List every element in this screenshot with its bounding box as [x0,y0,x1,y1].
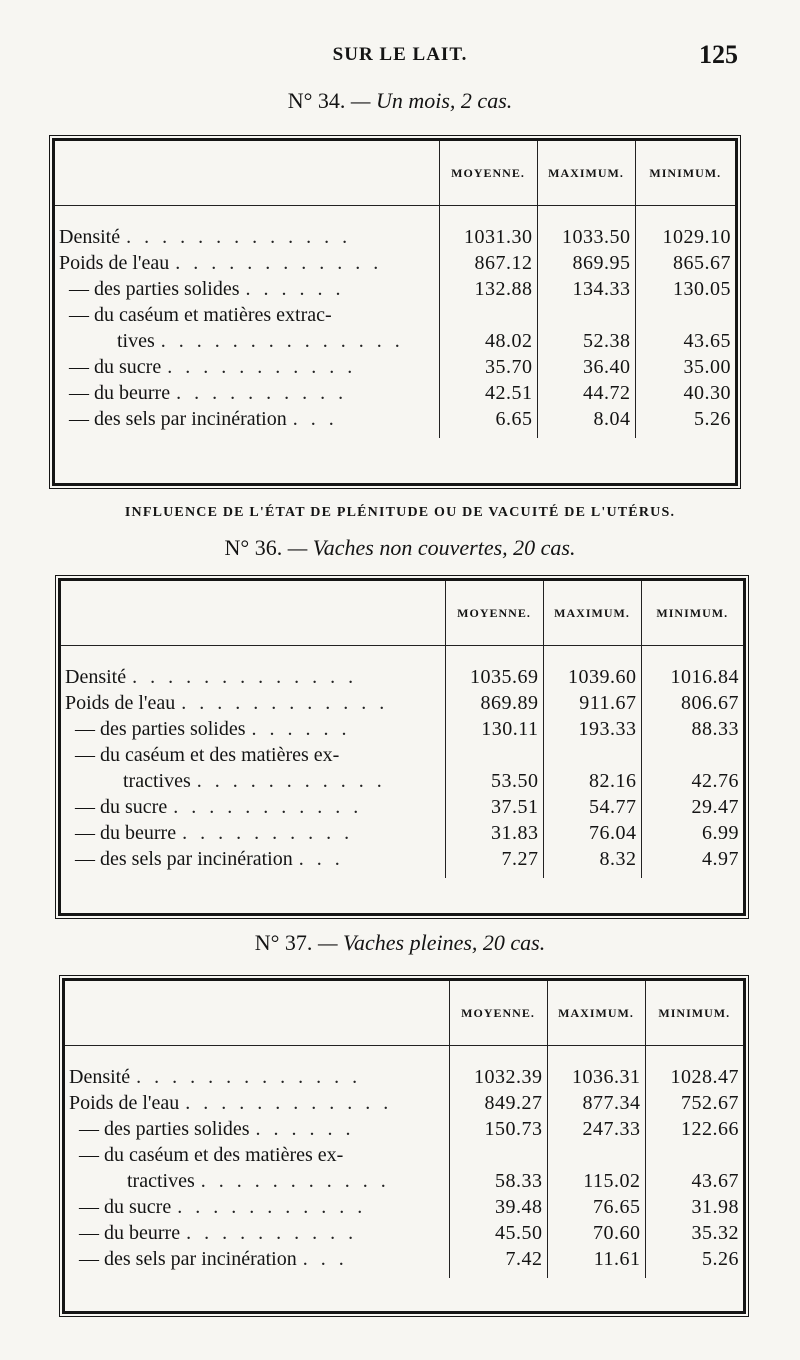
caption-text: — Vaches non couvertes, 20 cas. [287,535,576,560]
row-label: — du beurre [75,822,177,844]
value-cell-maximum: 134.33 [537,276,635,302]
value-cell-maximum: 52.38 [537,328,635,354]
leader-dots: . . . . . . . . . . . . [175,252,383,274]
table-row [65,1064,743,1090]
spacer-cell [65,1046,449,1065]
row-label-cell [65,1142,449,1168]
value-cell-minimum: 42.76 [641,768,743,794]
row-label: Densité [65,666,127,688]
value-cell-moyenne: 132.88 [439,276,537,302]
table-body [65,1046,743,1279]
row-label-cell [55,380,439,406]
value-cell-moyenne: 53.50 [445,768,543,794]
value-cell-minimum: 130.05 [635,276,735,302]
leader-dots: . . . . . . . . . . . . . [136,1066,362,1088]
table-row [65,1116,743,1142]
leader-dots: . . . . . . . . . . . [196,770,386,792]
table-34-caption [0,88,800,114]
data-table [55,141,735,438]
page-number: 125 [699,40,738,69]
spacer-cell [445,646,543,665]
table-36 [58,578,746,916]
row-label-cell [65,1090,449,1116]
row-label: — des parties solides [79,1118,250,1140]
value-cell-moyenne: 150.73 [449,1116,547,1142]
row-label: — du caséum et matières extrac- [69,304,332,326]
value-cell-moyenne: 130.11 [445,716,543,742]
value-cell-maximum: 36.40 [537,354,635,380]
value-cell-moyenne: 849.27 [449,1090,547,1116]
caption-text: — Vaches pleines, 20 cas. [317,930,546,955]
label-column-header [55,141,439,206]
value-cell-moyenne: 45.50 [449,1220,547,1246]
table-row [65,1194,743,1220]
table-row [55,276,735,302]
row-label-cell [55,224,439,250]
table-row [61,690,743,716]
table-row [55,250,735,276]
leader-dots: . . . . . . . . . . . [167,356,357,378]
value-cell-minimum: 5.26 [635,406,735,438]
value-cell-minimum: 6.99 [641,820,743,846]
column-header-minimum: MINIMUM. [641,581,743,646]
value-cell-minimum: 88.33 [641,716,743,742]
running-title: SUR LE LAIT. [332,44,468,65]
leader-dots: . . . . . . . . . . . . . . [160,330,404,352]
value-cell-moyenne: 867.12 [439,250,537,276]
leader-dots: . . . [302,1248,348,1270]
leader-dots: . . . . . . . . . . [186,1222,358,1244]
row-label: — des sels par incinération [79,1248,297,1270]
row-label-cell [61,690,445,716]
table-row [65,1090,743,1116]
value-cell-minimum: 5.26 [645,1246,743,1278]
value-cell-minimum: 43.65 [635,328,735,354]
value-cell-moyenne: 1035.69 [445,664,543,690]
spacer-row [55,206,735,225]
value-cell-moyenne: 1031.30 [439,224,537,250]
data-table [61,581,743,878]
value-cell-maximum: 911.67 [543,690,641,716]
table-row [65,1246,743,1278]
table-row [61,768,743,794]
table-row [61,820,743,846]
value-cell-moyenne: 6.65 [439,406,537,438]
value-cell-maximum: 76.04 [543,820,641,846]
value-cell-moyenne [449,1142,547,1168]
spacer-row [65,1046,743,1065]
caption-number: N° 34. [287,88,346,113]
column-header-moyenne: MOYENNE. [449,981,547,1046]
value-cell-maximum: 70.60 [547,1220,645,1246]
leader-dots: . . . . . . . . . . . . . [132,666,358,688]
spacer-cell [547,1046,645,1065]
value-cell-moyenne: 869.89 [445,690,543,716]
row-label-cell [65,1168,449,1194]
value-cell-maximum: 247.33 [547,1116,645,1142]
spacer-cell [537,206,635,225]
leader-dots: . . . . . . . . . . . [200,1170,390,1192]
value-cell-moyenne: 42.51 [439,380,537,406]
leader-dots: . . . . . . . . . . . [177,1196,367,1218]
spacer-cell [635,206,735,225]
leader-dots: . . . . . . . . . . [182,822,354,844]
value-cell-minimum: 1016.84 [641,664,743,690]
spacer-row [61,646,743,665]
value-cell-maximum [537,302,635,328]
row-label-cell [61,716,445,742]
row-label-cell [55,250,439,276]
table-36-caption [0,535,800,561]
value-cell-moyenne: 37.51 [445,794,543,820]
row-label-cell [65,1116,449,1142]
label-column-header [65,981,449,1046]
page-header [0,40,800,80]
value-cell-minimum: 865.67 [635,250,735,276]
table-row [61,846,743,878]
row-label: — des parties solides [69,278,240,300]
table-row [61,742,743,768]
value-cell-moyenne [439,302,537,328]
value-cell-moyenne: 31.83 [445,820,543,846]
row-label-cell [55,276,439,302]
row-label: tives [117,330,155,352]
row-label: — du beurre [69,382,171,404]
value-cell-minimum: 35.32 [645,1220,743,1246]
value-cell-maximum: 11.61 [547,1246,645,1278]
leader-dots: . . . . . . [245,278,345,300]
value-cell-maximum: 54.77 [543,794,641,820]
table-row [61,716,743,742]
row-label-cell [55,406,439,438]
column-header-minimum: MINIMUM. [645,981,743,1046]
value-cell-minimum [645,1142,743,1168]
value-cell-minimum: 31.98 [645,1194,743,1220]
caption-number: N° 37. [254,930,313,955]
row-label-cell [61,768,445,794]
row-label-cell [55,302,439,328]
value-cell-maximum: 44.72 [537,380,635,406]
row-label-cell [65,1220,449,1246]
leader-dots: . . . . . . . . . . . [173,796,363,818]
row-label-cell [61,846,445,878]
value-cell-maximum: 1039.60 [543,664,641,690]
value-cell-minimum: 43.67 [645,1168,743,1194]
row-label: — du sucre [79,1196,172,1218]
row-label-cell [61,820,445,846]
row-label-cell [55,354,439,380]
value-cell-maximum: 115.02 [547,1168,645,1194]
table-row [55,302,735,328]
table-row [61,664,743,690]
value-cell-minimum: 35.00 [635,354,735,380]
row-label: — des sels par incinération [69,408,287,430]
value-cell-moyenne: 58.33 [449,1168,547,1194]
value-cell-minimum: 752.67 [645,1090,743,1116]
value-cell-minimum: 806.67 [641,690,743,716]
spacer-cell [641,646,743,665]
column-header-maximum: MAXIMUM. [543,581,641,646]
leader-dots: . . . . . . . . . . [176,382,348,404]
value-cell-minimum [635,302,735,328]
table-row [55,224,735,250]
value-cell-moyenne: 35.70 [439,354,537,380]
row-label: — du sucre [75,796,168,818]
spacer-cell [645,1046,743,1065]
value-cell-moyenne: 7.42 [449,1246,547,1278]
row-label-cell [61,664,445,690]
value-cell-maximum: 1033.50 [537,224,635,250]
table-37-caption [0,930,800,956]
table-body [61,646,743,879]
value-cell-maximum: 193.33 [543,716,641,742]
column-header-maximum: MAXIMUM. [537,141,635,206]
caption-number: N° 36. [224,535,283,560]
row-label: — des parties solides [75,718,246,740]
column-header-maximum: MAXIMUM. [547,981,645,1046]
value-cell-minimum: 29.47 [641,794,743,820]
table-row [55,406,735,438]
spacer-cell [449,1046,547,1065]
column-header-minimum: MINIMUM. [635,141,735,206]
spacer-cell [439,206,537,225]
table-row [55,328,735,354]
value-cell-moyenne: 7.27 [445,846,543,878]
column-header-moyenne: MOYENNE. [439,141,537,206]
row-label-cell [65,1064,449,1090]
value-cell-minimum [641,742,743,768]
row-label: — du caséum et des matières ex- [79,1144,344,1166]
row-label-cell [65,1194,449,1220]
row-label: Poids de l'eau [59,252,170,274]
row-label: — du beurre [79,1222,181,1244]
value-cell-minimum: 40.30 [635,380,735,406]
value-cell-moyenne: 39.48 [449,1194,547,1220]
leader-dots: . . . . . . . . . . . . . [126,226,352,248]
value-cell-minimum: 1028.47 [645,1064,743,1090]
section-heading: INFLUENCE DE L'ÉTAT DE PLÉNITUDE OU DE VACUITÉ DE L'UTÉRUS. [124,505,676,520]
value-cell-maximum: 1036.31 [547,1064,645,1090]
leader-dots: . . . . . . . . . . . . [181,692,389,714]
row-label: Poids de l'eau [65,692,176,714]
row-label: Densité [59,226,121,248]
spacer-cell [55,206,439,225]
value-cell-moyenne: 1032.39 [449,1064,547,1090]
table-body [55,206,735,439]
row-label-cell [61,742,445,768]
row-label-cell [55,328,439,354]
leader-dots: . . . . . . . . . . . . [185,1092,393,1114]
row-label: — du sucre [69,356,162,378]
row-label: Densité [69,1066,131,1088]
value-cell-maximum [547,1142,645,1168]
table-row [65,1142,743,1168]
row-label: tractives [127,1170,195,1192]
table-34 [52,138,738,486]
value-cell-maximum: 877.34 [547,1090,645,1116]
leader-dots: . . . . . . [255,1118,355,1140]
leader-dots: . . . [298,848,344,870]
row-label-cell [65,1246,449,1278]
data-table [65,981,743,1278]
table-row [65,1168,743,1194]
leader-dots: . . . . . . [251,718,351,740]
column-header-moyenne: MOYENNE. [445,581,543,646]
leader-dots: . . . [292,408,338,430]
table-37 [62,978,746,1314]
caption-text: — Un mois, 2 cas. [350,88,513,113]
row-label: — du caséum et des matières ex- [75,744,340,766]
value-cell-minimum: 122.66 [645,1116,743,1142]
value-cell-maximum: 8.04 [537,406,635,438]
value-cell-maximum [543,742,641,768]
table-row [55,380,735,406]
value-cell-maximum: 8.32 [543,846,641,878]
table-row [55,354,735,380]
row-label: tractives [123,770,191,792]
row-label-cell [61,794,445,820]
value-cell-minimum: 1029.10 [635,224,735,250]
row-label: Poids de l'eau [69,1092,180,1114]
spacer-cell [61,646,445,665]
value-cell-maximum: 76.65 [547,1194,645,1220]
table-row [65,1220,743,1246]
label-column-header [61,581,445,646]
value-cell-minimum: 4.97 [641,846,743,878]
value-cell-moyenne [445,742,543,768]
row-label: — des sels par incinération [75,848,293,870]
table-row [61,794,743,820]
value-cell-maximum: 82.16 [543,768,641,794]
spacer-cell [543,646,641,665]
value-cell-maximum: 869.95 [537,250,635,276]
value-cell-moyenne: 48.02 [439,328,537,354]
